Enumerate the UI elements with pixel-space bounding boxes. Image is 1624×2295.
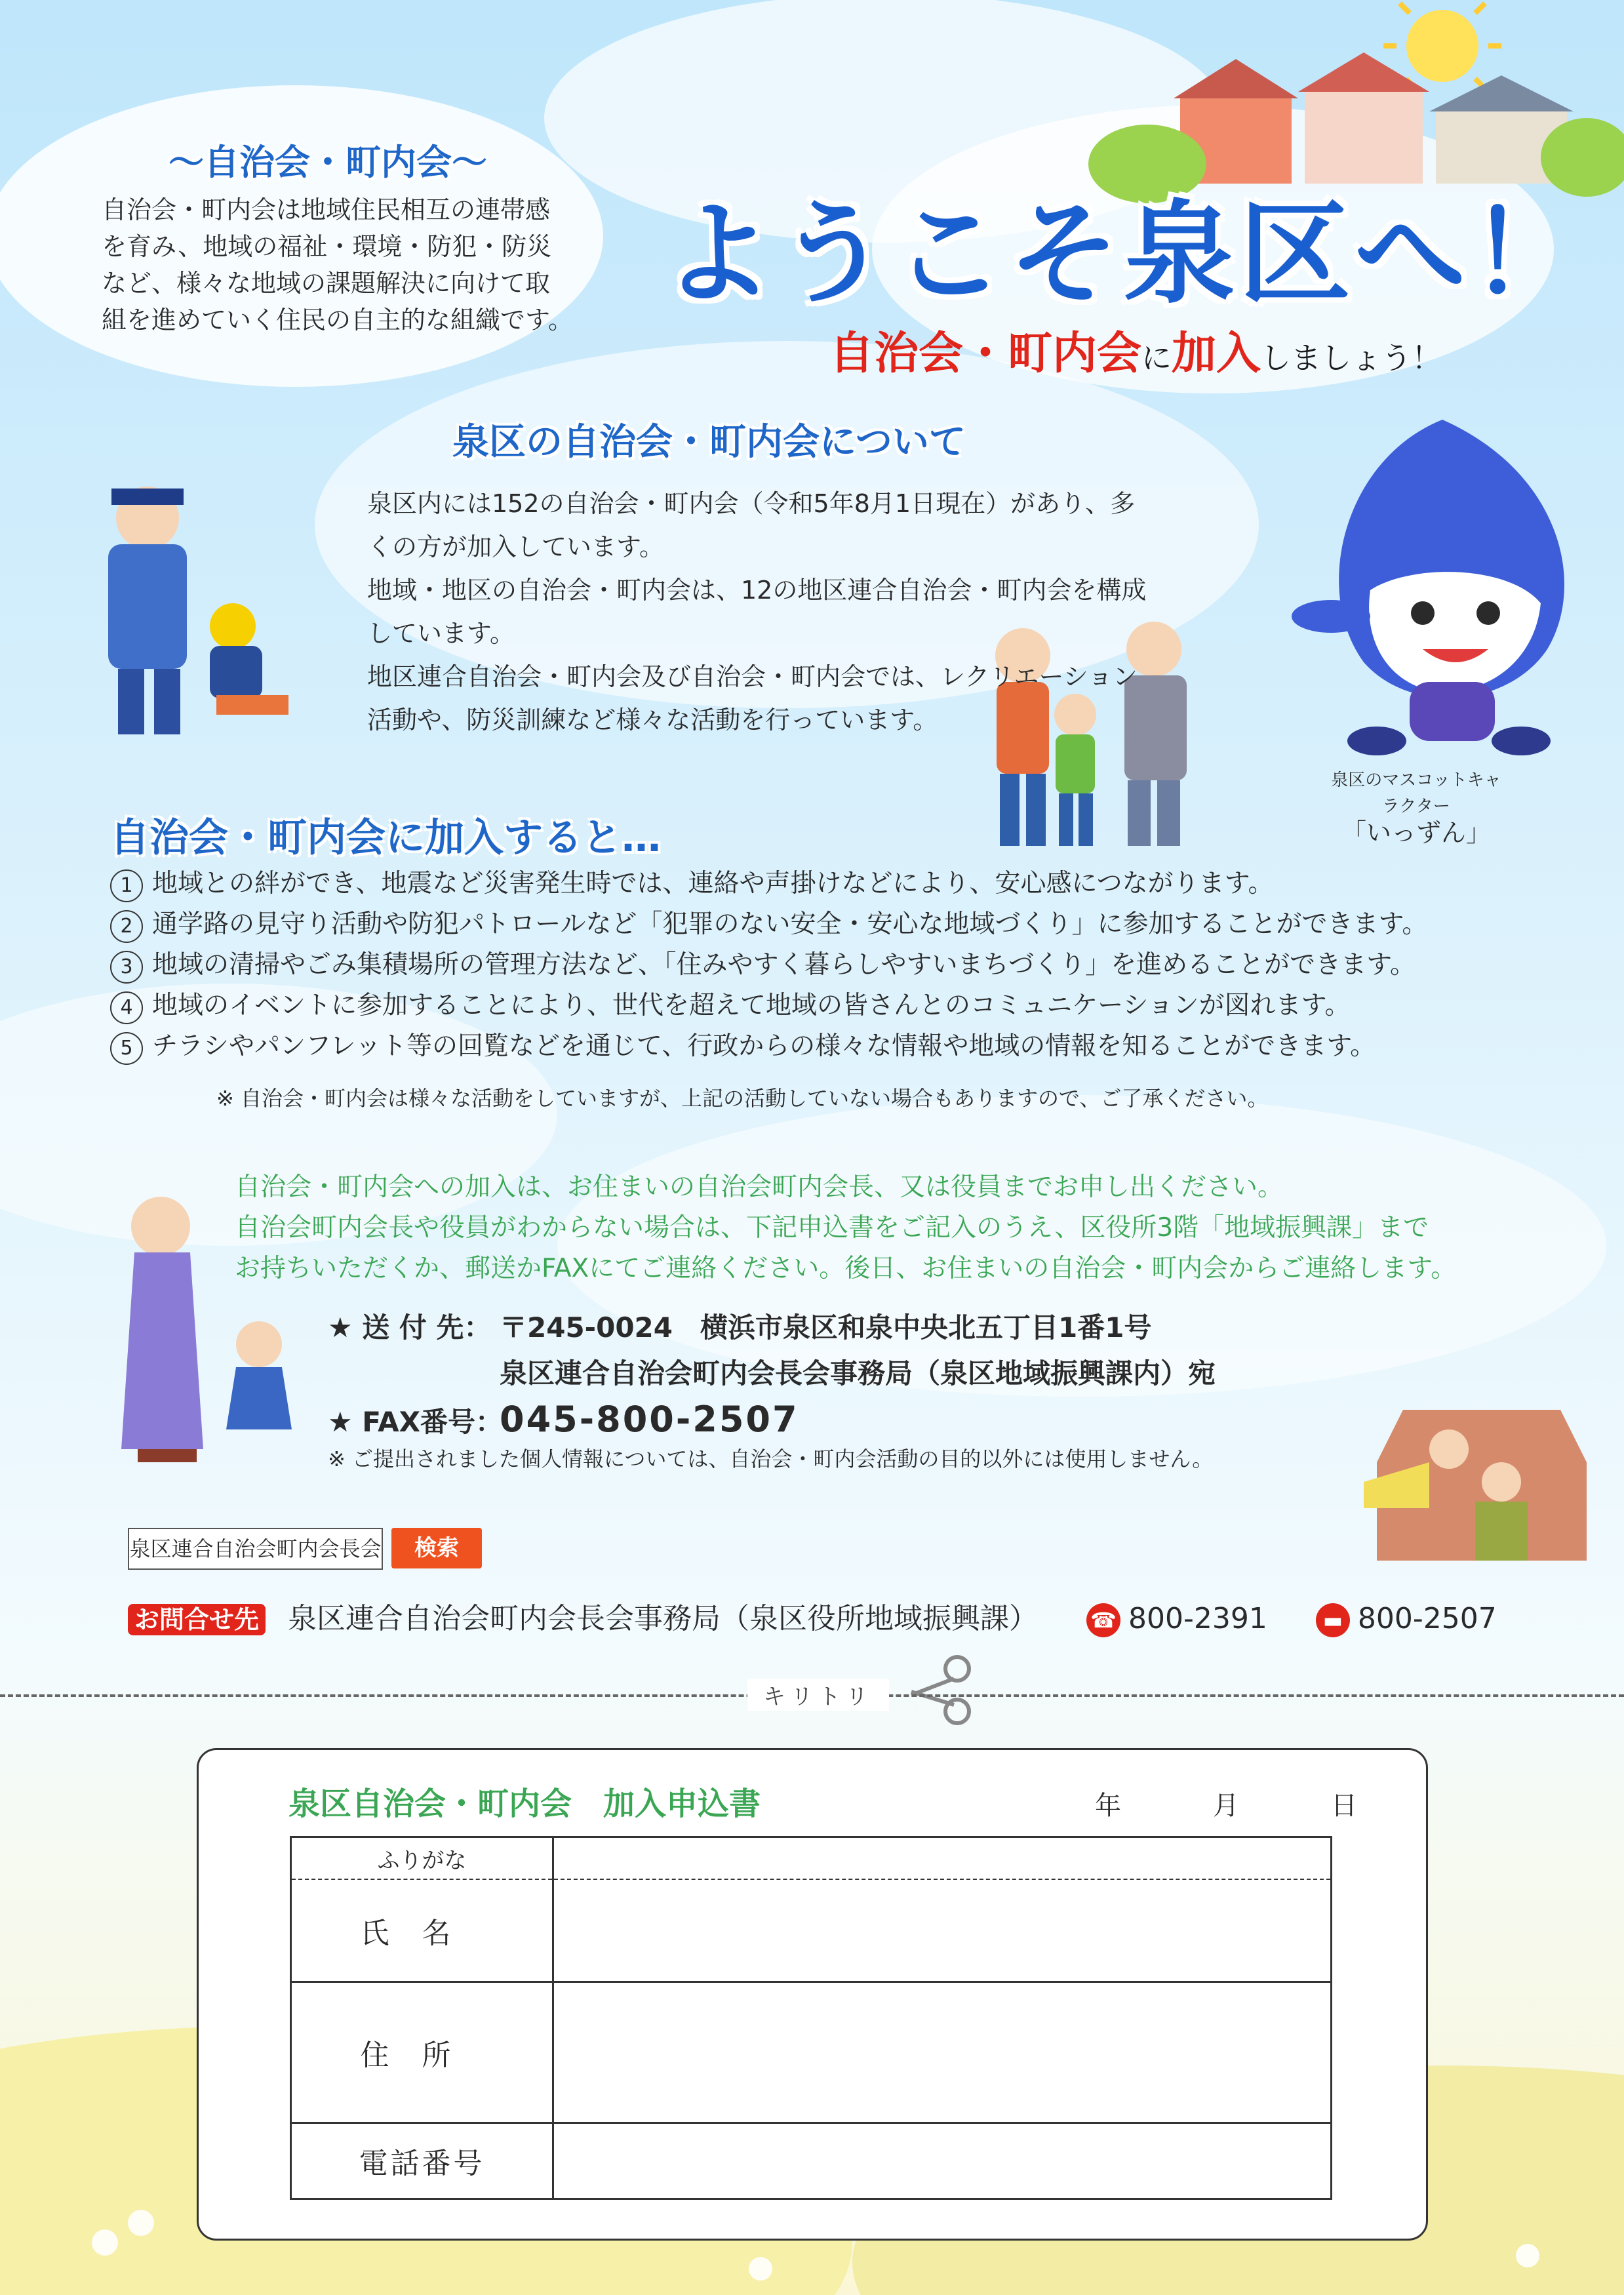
join-line-1: 自治会・町内会への加入は、お住まいの自治会町内会長、又は役員までお申し出ください。 (235, 1172, 1284, 1202)
benefit-text: 地域のイベントに参加することにより、世代を超えて地域の皆さんとのコミュニケーションが図れます。 (152, 991, 1351, 1020)
form-title: 泉区自治会・町内会 加入申込書 (288, 1786, 761, 1822)
fax-icon: ▬ (1316, 1603, 1350, 1637)
contact-fax-number: 800-2507 (1357, 1602, 1497, 1635)
about-text (367, 482, 1154, 742)
benefit-text: 地域との絆ができ、地震など災害発生時では、連絡や声掛けなどにより、安心感につながります。 (152, 869, 1274, 898)
subtitle-part-1: 自治会・町内会 (829, 328, 1142, 380)
benefits-title: 自治会・町内会に加入すると… (110, 815, 661, 861)
mascot-caption-text: 泉区のマスコットキャラクター (1331, 770, 1501, 816)
page-title: ようこそ泉区へ！ (662, 190, 1586, 319)
subtitle (829, 318, 1442, 382)
mascot-name: 「いっずん」 (1341, 818, 1491, 847)
address-block (328, 1305, 1442, 1445)
furigana-label: ふりがな (291, 1837, 553, 1880)
about-title: 泉区の自治会・町内会について (452, 421, 966, 464)
send-line-1: 〒245-0024 横浜市泉区和泉中央北五丁目1番1号 (500, 1311, 1152, 1344)
date-month: 月 (1213, 1791, 1239, 1821)
search-button[interactable]: 検索 (391, 1528, 482, 1568)
address-label: 住所 (291, 1982, 553, 2123)
benefit-item (110, 1026, 1585, 1067)
about-paragraph-2: 地域・地区の自治会・町内会は、12の地区連合自治会・町内会を構成しています。 (367, 576, 1147, 648)
join-instructions (235, 1167, 1546, 1289)
send-line-2: 泉区連合自治会町内会長会事務局（泉区地域振興課内）宛 (500, 1357, 1216, 1389)
benefit-number: 1 (110, 869, 143, 902)
benefit-number: 2 (110, 910, 143, 943)
phone-row (291, 2123, 1332, 2199)
send-label: ★ 送 付 先： (328, 1311, 492, 1344)
join-line-2: 自治会町内会長や役員がわからない場合は、下記申込書をご記入のうえ、区役所3階「地域振興課」まで (235, 1213, 1429, 1243)
date-day: 日 (1331, 1791, 1357, 1821)
fax-label: ★ FAX番号： (328, 1406, 504, 1438)
about-paragraph-3: 地区連合自治会・町内会及び自治会・町内会では、レクリエーション活動や、防災訓練など様々な活動を行っています。 (367, 662, 1138, 734)
subtitle-part-4: しましょう！ (1261, 340, 1442, 376)
cut-label: キリトリ (747, 1679, 889, 1711)
benefit-text: チラシやパンフレット等の回覧などを通じて、行政からの様々な情報や地域の情報を知ることができます。 (152, 1031, 1376, 1061)
send-row-2 (328, 1351, 1442, 1397)
address-row (291, 1982, 1332, 2123)
form-table (290, 1836, 1332, 2200)
name-label: 氏名 (291, 1879, 553, 1982)
search-input[interactable]: 泉区連合自治会町内会長会 (128, 1528, 383, 1570)
subtitle-part-3: 加入 (1172, 328, 1261, 380)
form-date (1095, 1785, 1449, 1822)
contact-row (128, 1595, 1497, 1637)
date-year: 年 (1095, 1791, 1121, 1821)
name-row (291, 1879, 1332, 1982)
phone-field[interactable] (553, 2123, 1332, 2199)
name-field[interactable] (553, 1879, 1332, 1982)
benefit-item (110, 945, 1585, 986)
benefit-number: 5 (110, 1032, 143, 1065)
fax-group (1316, 1602, 1497, 1635)
benefits-list (110, 864, 1585, 1067)
phone-icon: ☎ (1086, 1603, 1120, 1637)
furigana-row (291, 1837, 1332, 1880)
tel-group (1086, 1602, 1267, 1635)
fax-number: 045-800-2507 (500, 1399, 799, 1440)
benefit-item (110, 904, 1585, 945)
address-field[interactable] (553, 1982, 1332, 2123)
benefit-number: 4 (110, 991, 143, 1024)
benefit-text: 地域の清掃やごみ集積場所の管理方法など、「住みやすく暮らしやすいまちづくり」を進めることができます。 (152, 950, 1416, 980)
send-row (328, 1305, 1442, 1351)
contact-org: 泉区連合自治会町内会長会事務局（泉区役所地域振興課） (288, 1602, 1039, 1635)
intro-title: ～自治会・町内会～ (168, 142, 487, 183)
benefit-item (110, 986, 1585, 1026)
phone-label: 電話番号 (291, 2123, 553, 2199)
about-paragraph-1: 泉区内には152の自治会・町内会（令和5年8月1日現在）があり、多くの方が加入しています。 (367, 489, 1136, 561)
benefit-item (110, 864, 1585, 904)
privacy-note: ※ ご提出されました個人情報については、自治会・町内会活動の目的以外には使用しません。 (328, 1447, 1214, 1471)
subtitle-part-2: に (1141, 340, 1172, 376)
benefits-note: ※ 自治会・町内会は様々な活動をしていますが、上記の活動していない場合もありますので、ご了承ください。 (216, 1086, 1269, 1111)
benefit-text: 通学路の見守り活動や防犯パトロールなど「犯罪のない安全・安心な地域づくり」に参加することができます。 (152, 909, 1428, 939)
tel-number: 800-2391 (1128, 1602, 1267, 1635)
mascot-caption (1331, 767, 1501, 846)
benefit-number: 3 (110, 951, 143, 984)
contact-label: お問合せ先 (128, 1604, 266, 1635)
intro-text: 自治会・町内会は地域住民相互の連帯感を育み、地域の福祉・環境・防犯・防災など、様々な地域の課題解決に向けて取組を進めていく住民の自主的な組織です。 (102, 195, 573, 334)
furigana-field[interactable] (553, 1837, 1332, 1880)
join-line-3: お持ちいただくか、郵送かFAXにてご連絡ください。後日、お住まいの自治会・町内会からご連絡します。 (235, 1254, 1457, 1283)
fax-row (328, 1397, 1442, 1445)
